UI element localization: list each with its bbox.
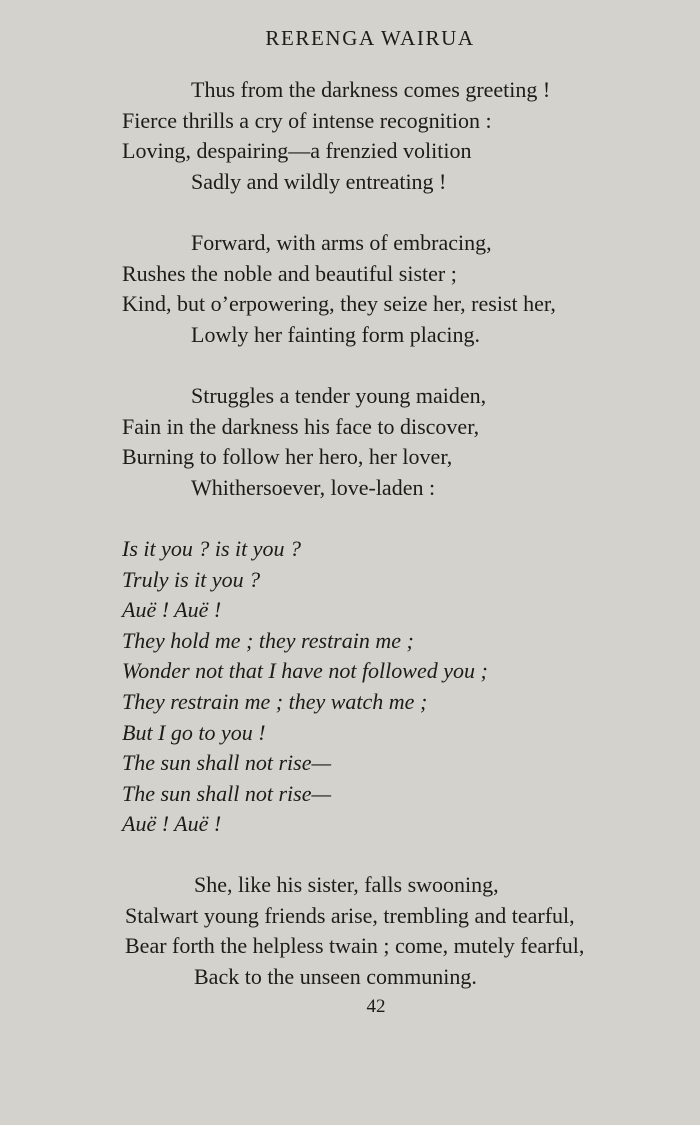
verse-line: Rushes the noble and beautiful sister ; — [122, 260, 457, 286]
verse-line: Truly is it you ? — [122, 566, 261, 592]
verse-line: Fain in the darkness his face to discover, — [122, 413, 480, 439]
verse-line: They hold me ; they restrain me ; — [122, 627, 414, 653]
verse-line: Lowly her fainting form placing. — [191, 321, 480, 347]
verse-line: Burning to follow her hero, her lover, — [122, 444, 453, 470]
verse-line: Back to the unseen communing. — [194, 963, 477, 989]
verse-line: Forward, with arms of embracing, — [191, 230, 492, 255]
verse-line: The sun shall not rise— — [122, 780, 332, 806]
verse-line: Thus from the darkness comes greeting ! — [191, 77, 551, 102]
verse-line: She, like his sister, falls swooning, — [194, 872, 499, 897]
verse-line: The sun shall not rise— — [122, 750, 332, 776]
stanza-5 — [125, 870, 685, 992]
verse-line: Bear forth the helpless twain ; come, mutely fearful, — [125, 933, 585, 959]
verse-line: Whithersoever, love-laden : — [191, 474, 436, 500]
stanza-2 — [122, 228, 682, 350]
verse-line: Kind, but o’erpowering, they seize her, resist her, — [122, 291, 556, 317]
verse-line: Struggles a tender young maiden, — [191, 383, 487, 408]
verse-line: Sadly and wildly entreating ! — [191, 168, 447, 194]
stanza-3 — [122, 381, 682, 503]
verse-line: Wonder not that I have not followed you ; — [122, 658, 488, 684]
page-number: 42 — [366, 996, 386, 1017]
verse-line: Loving, despairing—a frenzied volition — [122, 138, 472, 164]
verse-line: Auë ! Auë ! — [122, 811, 222, 837]
verse-line: They restrain me ; they watch me ; — [122, 688, 428, 714]
verse-line: But I go to you ! — [122, 719, 266, 745]
verse-line: Fierce thrills a cry of intense recognition : — [122, 107, 492, 133]
stanza-1 — [122, 75, 682, 197]
stanza-4-lament — [122, 534, 682, 840]
verse-line: Is it you ? is it you ? — [122, 536, 302, 561]
verse-line: Auë ! Auë ! — [122, 597, 222, 623]
verse-line: Stalwart young friends arise, trembling and tearful, — [125, 902, 575, 928]
running-head: RERENGA WAIRUA — [265, 26, 475, 50]
